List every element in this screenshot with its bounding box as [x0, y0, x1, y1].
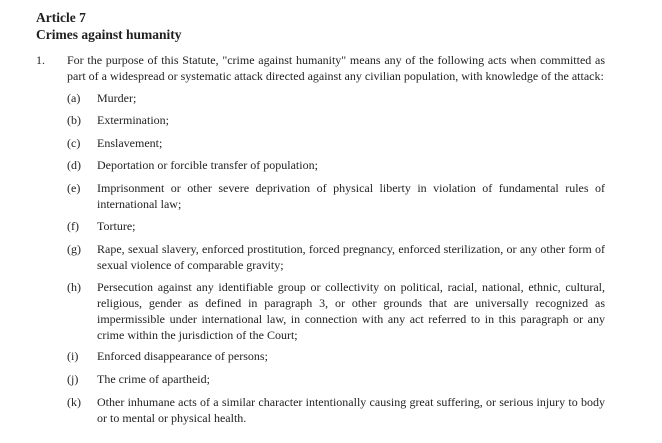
item-label: (f): [67, 219, 79, 233]
item-text: Enslavement;: [97, 136, 163, 150]
item-label: (b): [67, 113, 81, 127]
item-label: (i): [67, 349, 79, 363]
paragraph-number: 1.: [36, 53, 45, 67]
item-text: Enforced disappearance of persons;: [97, 349, 268, 363]
article-number: Article 7: [36, 10, 86, 25]
item-label: (d): [67, 158, 81, 172]
item-text: Persecution against any identifiable group or collectivity on political, racial, national, ethnic, cultural, religious, gender as defined in paragraph 3, or other grounds that are universally recognized as impermissible under international law, in connection with any act referred to in this paragraph or any crime within the jurisdiction of the Court;: [97, 280, 605, 342]
item-label: (h): [67, 280, 81, 294]
item-text: Rape, sexual slavery, enforced prostitution, forced pregnancy, enforced sterilization, or any other form of sexual violence of comparable gravity;: [97, 242, 605, 272]
item-label: (j): [67, 372, 79, 386]
item-text: The crime of apartheid;: [97, 372, 210, 386]
item-text: Deportation or forcible transfer of population;: [97, 158, 318, 172]
item-label: (e): [67, 181, 81, 195]
item-text: Murder;: [97, 91, 137, 105]
item-text: Torture;: [97, 219, 136, 233]
item-text: Extermination;: [97, 113, 169, 127]
paragraph-text: For the purpose of this Statute, "crime against humanity" means any of the following acts when committed as part of a widespread or systematic attack directed against any civilian population, with knowledge of the attack:: [67, 53, 605, 83]
item-label: (g): [67, 242, 81, 256]
item-label: (k): [67, 395, 81, 409]
item-text: Imprisonment or other severe deprivation of physical liberty in violation of fundamental rules of international law;: [97, 181, 605, 211]
item-text: Other inhumane acts of a similar character intentionally causing great suffering, or serious injury to body or to mental or physical health.: [97, 395, 605, 425]
item-label: (a): [67, 91, 81, 105]
article-title: Crimes against humanity: [36, 27, 182, 42]
item-label: (c): [67, 136, 81, 150]
